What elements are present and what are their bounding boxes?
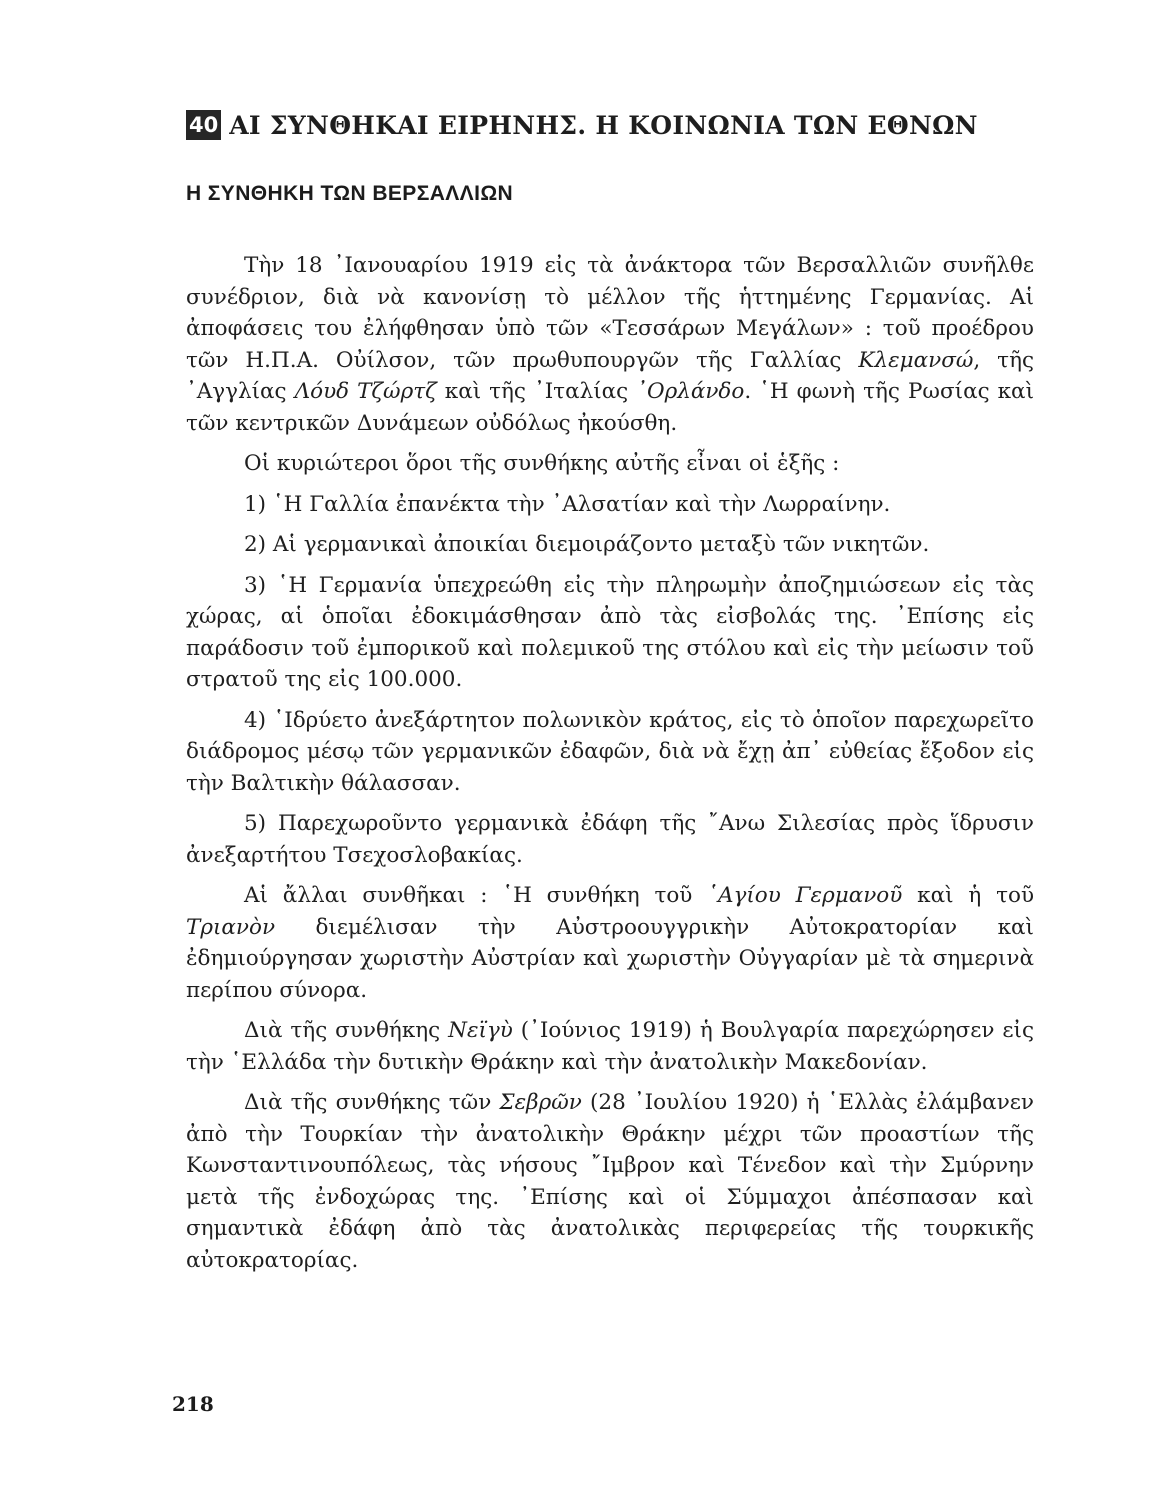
paragraph-intro: Τὴν 18 ᾿Ιανουαρίου 1919 εἰς τὰ ἀνάκτορα τῶν Βερσαλλιῶν συνῆλθε συνέδριον, διὰ νὰ κανονίσῃ τὸ μέλλον τῆς ἡττημένης Γερμανίας. Αἱ ἀποφάσεις του ἐλήφθησαν ὑπὸ τῶν «Τεσσάρων Μεγάλων» : τοῦ προέδρου τῶν Η.Π.Α. Οὐίλσον, τῶν πρωθυπουργῶν τῆς Γαλλίας Κλεμανσώ, τῆς ᾿Αγγλίας Λόυδ Τζώρτζ καὶ τῆς ᾿Ιταλίας ᾿Ορλάνδο. ῾Η φωνὴ τῆς Ρωσίας καὶ τῶν κεντρικῶν Δυνάμεων οὐδόλως ἠκούσθη. (186, 253, 1034, 436)
list-item-term-1: 1) ῾Η Γαλλία ἐπανέκτα τὴν ᾿Αλσατίαν καὶ τὴν Λωρραίνην. (244, 491, 891, 517)
paragraph-neuilly-treaty: Διὰ τῆς συνθήκης Νεϊγὺ (᾿Ιούνιος 1919) ἡ Βουλγαρία παρεχώρησεν εἰς τὴν ῾Ελλάδα τὴν δυτικὴν Θράκην καὶ τὴν ἀνατολικὴν Μακεδονίαν. (186, 1018, 1034, 1075)
chapter-header (186, 103, 1036, 147)
paragraph-terms-intro: Οἱ κυριώτεροι ὅροι τῆς συνθήκης αὐτῆς εἶναι οἱ ἑξῆς : (244, 451, 840, 476)
list-item-term-3: 3) ῾Η Γερμανία ὑπεχρεώθη εἰς τὴν πληρωμὴν ἀποζημιώσεων εἰς τὰς χώρας, αἱ ὁποῖαι ἐδοκιμάσθησαν ἀπὸ τὰς εἰσβολάς της. ᾿Επίσης εἰς παράδοσιν τοῦ ἐμπορικοῦ καὶ πολεμικοῦ της στόλου καὶ εἰς τὴν μείωσιν τοῦ στρατοῦ της εἰς 100.000. (186, 572, 1034, 692)
paragraph-sevres-treaty: Διὰ τῆς συνθήκης τῶν Σεβρῶν (28 ᾿Ιουλίου 1920) ἡ ῾Ελλὰς ἐλάμβανεν ἀπὸ τὴν Τουρκίαν τὴν ἀνατολικὴν Θράκην μέχρι τῶν προαστίων τῆς Κωνσταντινουπόλεως, τὰς νήσους ῎Ιμβρον καὶ Τένεδον καὶ τὴν Σμύρνην μετὰ τῆς ἐνδοχώρας της. ᾿Επίσης καὶ οἱ Σύμμαχοι ἀπέσπασαν καὶ σημαντικὰ ἐδάφη ἀπὸ τὰς ἀνατολικὰς περιφερείας τῆς τουρκικῆς αὐτοκρατορίας. (186, 1090, 1034, 1273)
page-number: 218 (172, 1392, 214, 1416)
list-item-term-5: 5) Παρεχωροῦντο γερμανικὰ ἐδάφη τῆς ῎Ανω Σιλεσίας πρὸς ἵδρυσιν ἀνεξαρτήτου Τσεχοσλοβακίας. (186, 811, 1034, 868)
chapter-number-badge: 40 (186, 110, 221, 140)
chapter-title: ΑΙ ΣΥΝΘΗΚΑΙ ΕΙΡΗΝΗΣ. Η ΚΟΙΝΩΝΙΑ ΤΩΝ ΕΘΝΩΝ (229, 110, 978, 140)
list-item-term-4: 4) ῾Ιδρύετο ἀνεξάρτητον πολωνικὸν κράτος, εἰς τὸ ὁποῖον παρεχωρεῖτο διάδρομος μέσῳ τῶν γερμανικῶν ἐδαφῶν, διὰ νὰ ἔχῃ ἀπ᾿ εὐθείας ἔξοδον εἰς τὴν Βαλτικὴν θάλασσαν. (186, 707, 1034, 796)
section-title: Η ΣΥΝΘΗΚΗ ΤΩΝ ΒΕΡΣΑΛΛΙΩΝ (186, 182, 514, 205)
paragraph-other-treaties: Αἱ ἄλλαι συνθῆκαι : ῾Η συνθήκη τοῦ ῾Αγίου Γερμανοῦ καὶ ἡ τοῦ Τριανὸν διεμέλισαν τὴν Αὐστροουγγρικὴν Αὐτοκρατορίαν καὶ ἐδημιούργησαν χωριστὴν Αὐστρίαν καὶ χωριστὴν Οὐγγαρίαν μὲ τὰ σημερινὰ περίπου σύνορα. (186, 883, 1035, 1003)
body-text (186, 250, 1034, 1285)
list-item-term-2: 2) Αἱ γερμανικαὶ ἀποικίαι διεμοιράζοντο μεταξὺ τῶν νικητῶν. (244, 532, 930, 557)
